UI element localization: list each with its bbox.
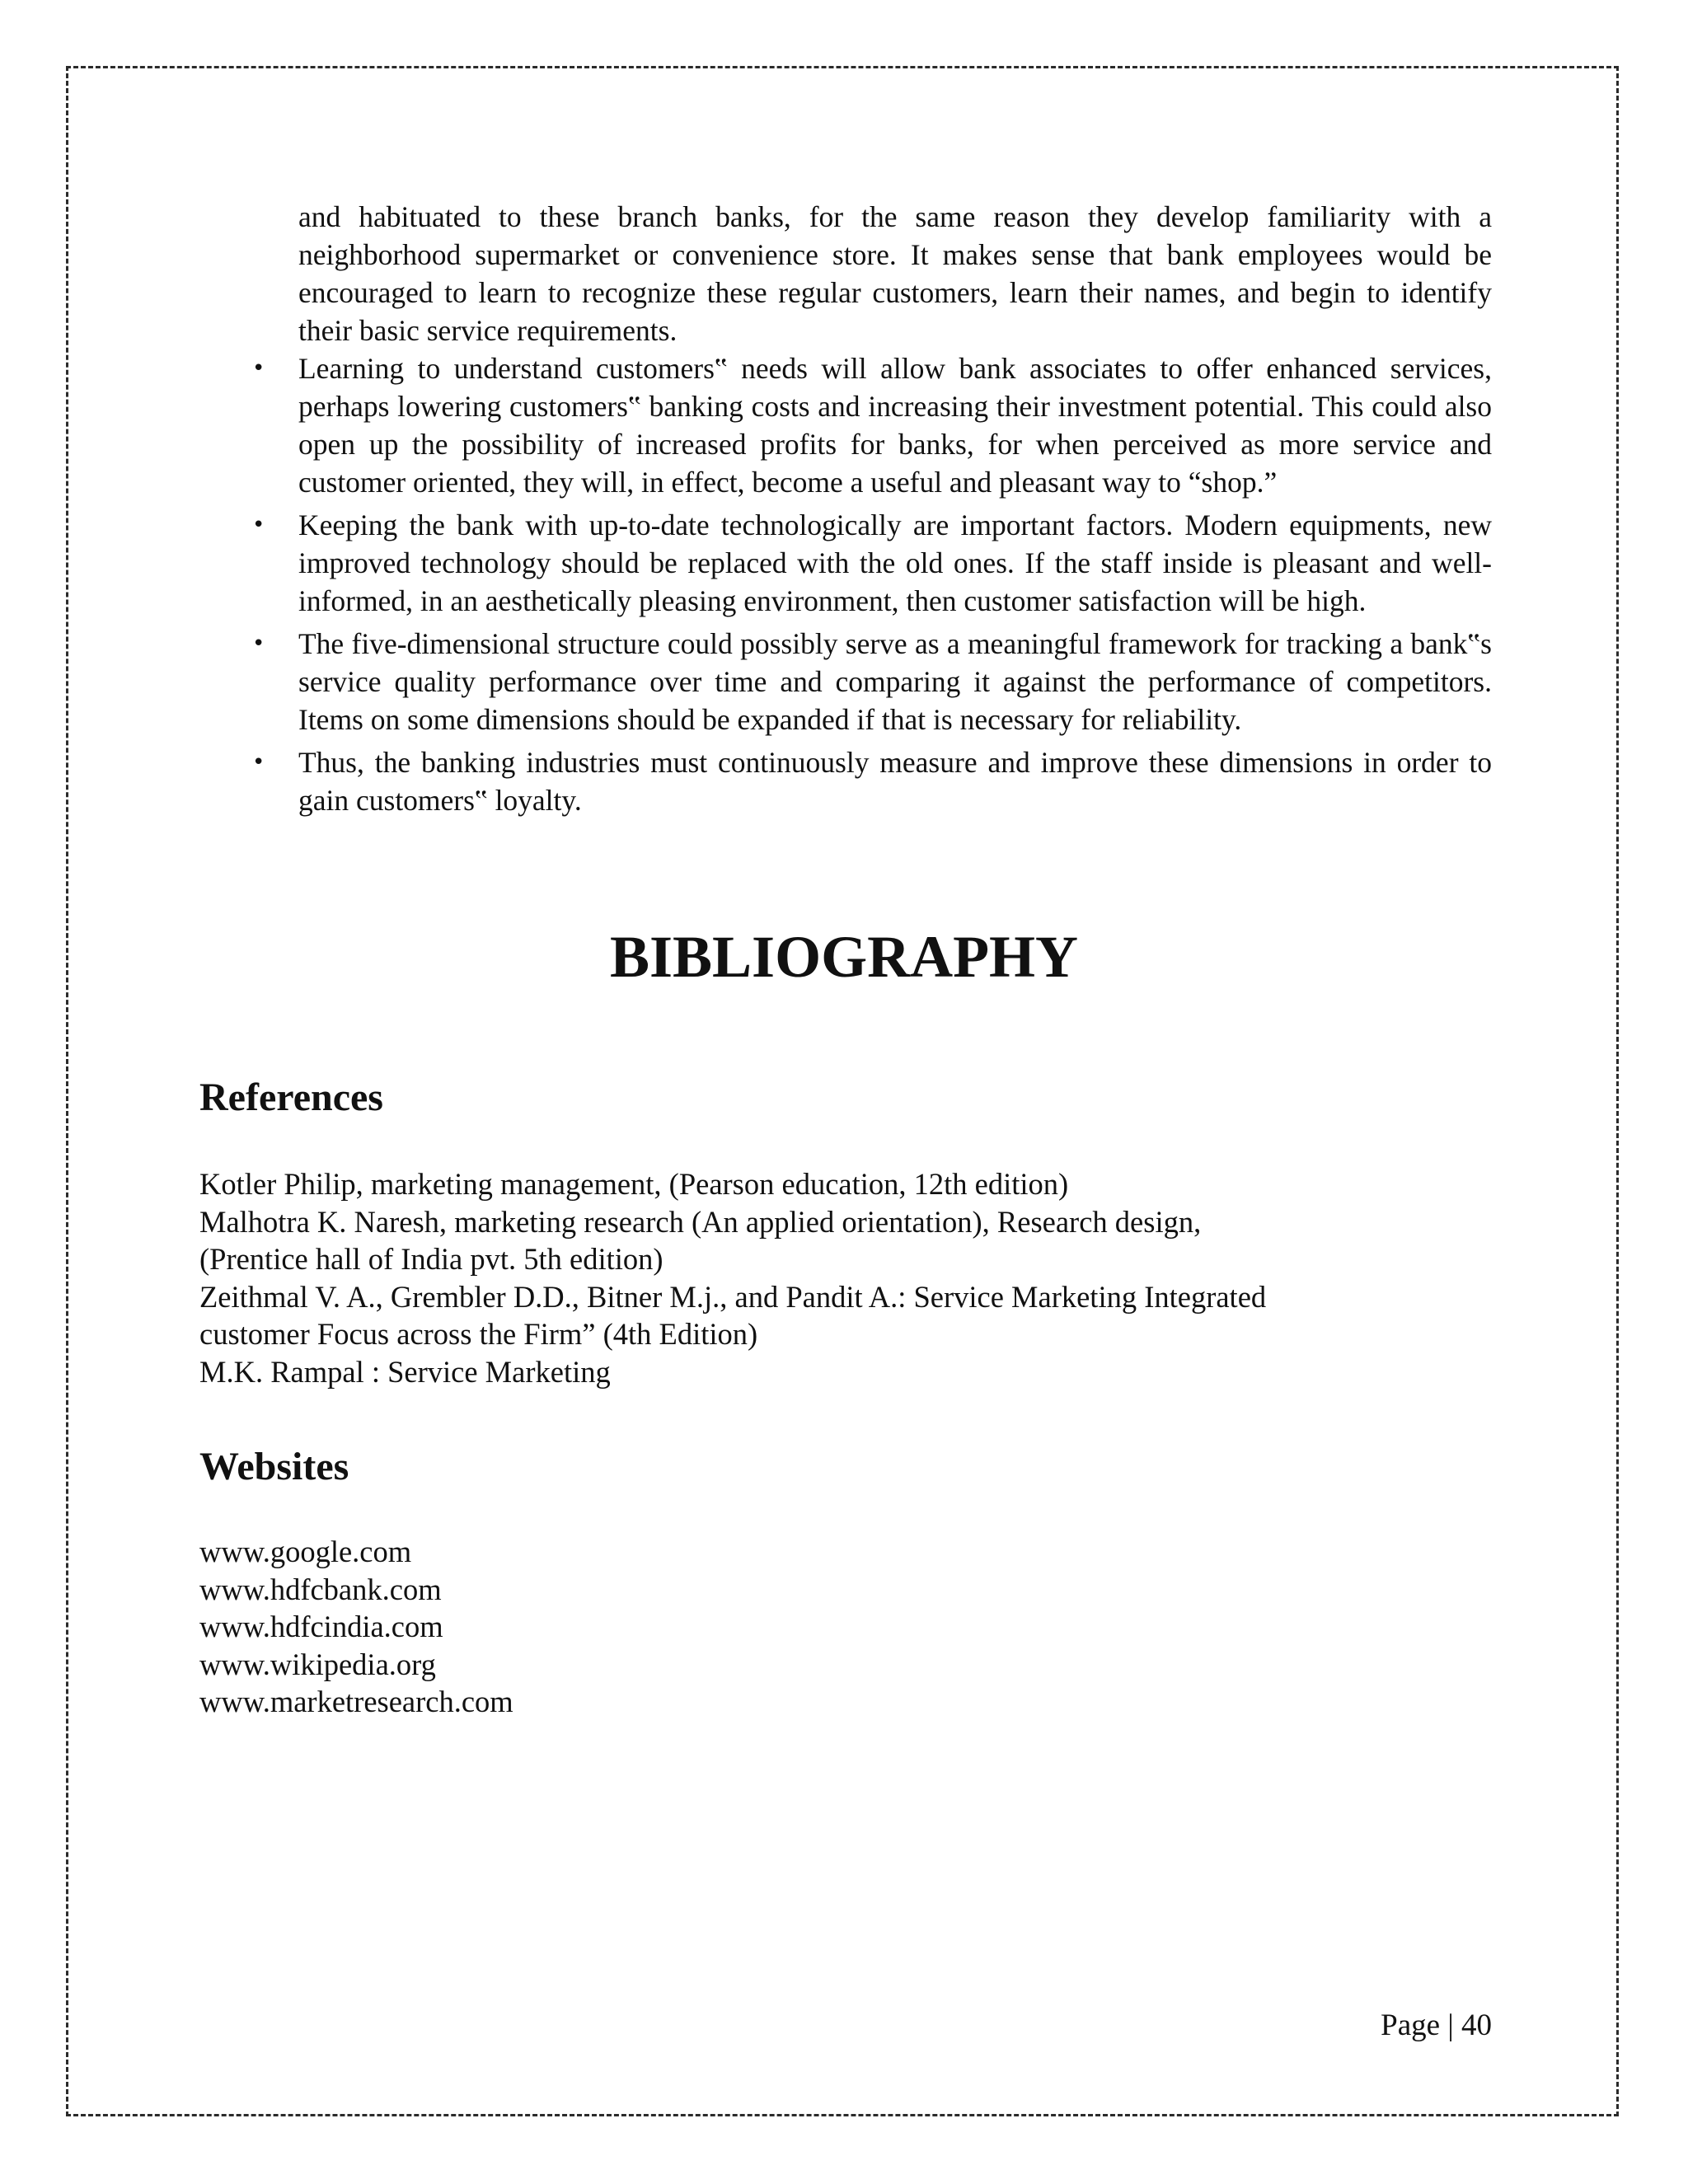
reference-line: (Prentice hall of India pvt. 5th edition) [199, 1242, 663, 1276]
bullet-text: Thus, the banking industries must continuously measure and improve these dimensions in order to gain customers‟ loyalty. [298, 746, 1492, 817]
bullet-item [252, 349, 1492, 501]
bullet-text: The five-dimensional structure could possibly serve as a meaningful framework for tracking a bank‟s service quality performance over time and comparing it against the performance of competitors. Items on some dimensions should be expanded if that is necessary for reliability. [298, 627, 1492, 736]
reference-line: Malhotra K. Naresh, marketing research (An applied orientation), Research design, [199, 1204, 1202, 1239]
website-link[interactable]: www.hdfcbank.com [199, 1572, 442, 1606]
bullet-item [252, 625, 1492, 738]
website-link[interactable]: www.google.com [199, 1535, 412, 1568]
bullet-text: Learning to understand customers‟ needs will allow bank associates to offer enhanced services, perhaps lowering customers‟ banking costs and increasing their investment potential. This could also open up the possibility of increased profits for banks, for when perceived as more service and customer oriented, they will, in effect, become a useful and pleasant way to “shop.” [298, 352, 1492, 499]
continuation-paragraph: and habituated to these branch banks, for the same reason they develop familiarity with a neighborhood supermarket or convenience store. It makes sense that bank employees would be encouraged to learn to recognize these regular customers, learn their names, and begin to identify their basic service requirements. [298, 200, 1492, 347]
bullet-icon: • [252, 513, 265, 537]
references-list [199, 1165, 1436, 1390]
website-link[interactable]: www.wikipedia.org [199, 1647, 436, 1681]
bullet-icon: • [252, 356, 265, 381]
website-link[interactable]: www.hdfcindia.com [199, 1610, 443, 1643]
website-link[interactable]: www.marketresearch.com [199, 1685, 513, 1718]
websites-heading: Websites [199, 1445, 349, 1488]
bullet-item [252, 506, 1492, 620]
page-number: Page | 40 [1381, 2008, 1492, 2042]
websites-list [199, 1533, 1436, 1721]
bullet-text: Keeping the bank with up-to-date technologically are important factors. Modern equipments, new improved technology should be replaced with the old ones. If the staff inside is pleasant and well-informed, in an aesthetically pleasing environment, then customer satisfaction will be high. [298, 509, 1492, 617]
reference-line: customer Focus across the Firm” (4th Edition) [199, 1317, 758, 1351]
bibliography-title: BIBLIOGRAPHY [609, 924, 1079, 990]
bullet-list [0, 349, 1688, 824]
reference-line: Zeithmal V. A., Grembler D.D., Bitner M.j., and Pandit A.: Service Marketing Integrated [199, 1279, 1267, 1314]
bullet-item [252, 743, 1492, 819]
bullet-icon: • [252, 631, 265, 656]
references-heading: References [199, 1076, 383, 1119]
reference-line: M.K. Rampal : Service Marketing [199, 1354, 611, 1389]
reference-line: Kotler Philip, marketing management, (Pearson education, 12th edition) [199, 1167, 1069, 1201]
bullet-icon: • [252, 750, 265, 775]
